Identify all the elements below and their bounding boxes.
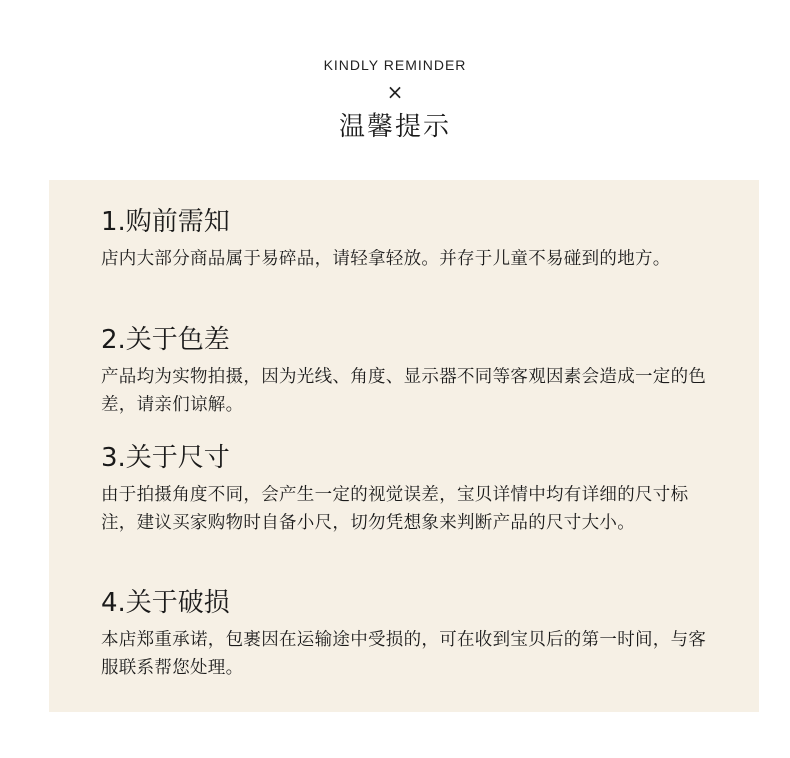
reminder-panel — [49, 180, 759, 712]
section-heading: 1.购前需知 — [101, 207, 230, 237]
section-size — [101, 441, 721, 537]
page-title: 温馨提示 — [338, 112, 451, 142]
section-damage — [101, 586, 721, 682]
section-color-difference — [101, 323, 721, 419]
section-heading: 4.关于破损 — [101, 588, 230, 618]
header-separator: × — [386, 80, 404, 104]
section-body: 店内大部分商品属于易碎品，请轻拿轻放。并存于儿童不易碰到的地方。 — [101, 249, 671, 269]
section-heading: 2.关于色差 — [101, 325, 230, 355]
section-body: 本店郑重承诺，包裹因在运输途中受损的，可在收到宝贝后的第一时间，与客服联系帮您处理。 — [101, 630, 707, 678]
section-heading: 3.关于尺寸 — [101, 443, 230, 473]
section-purchase-notice — [101, 205, 721, 273]
section-body: 由于拍摄角度不同，会产生一定的视觉误差，宝贝详情中均有详细的尺寸标注，建议买家购物时自备小尺，切勿凭想象来判断产品的尺寸大小。 — [101, 485, 689, 533]
header-subtitle-en: KINDLY REMINDER — [323, 57, 467, 73]
section-body: 产品均为实物拍摄，因为光线、角度、显示器不同等客观因素会造成一定的色差，请亲们谅解。 — [101, 367, 707, 415]
